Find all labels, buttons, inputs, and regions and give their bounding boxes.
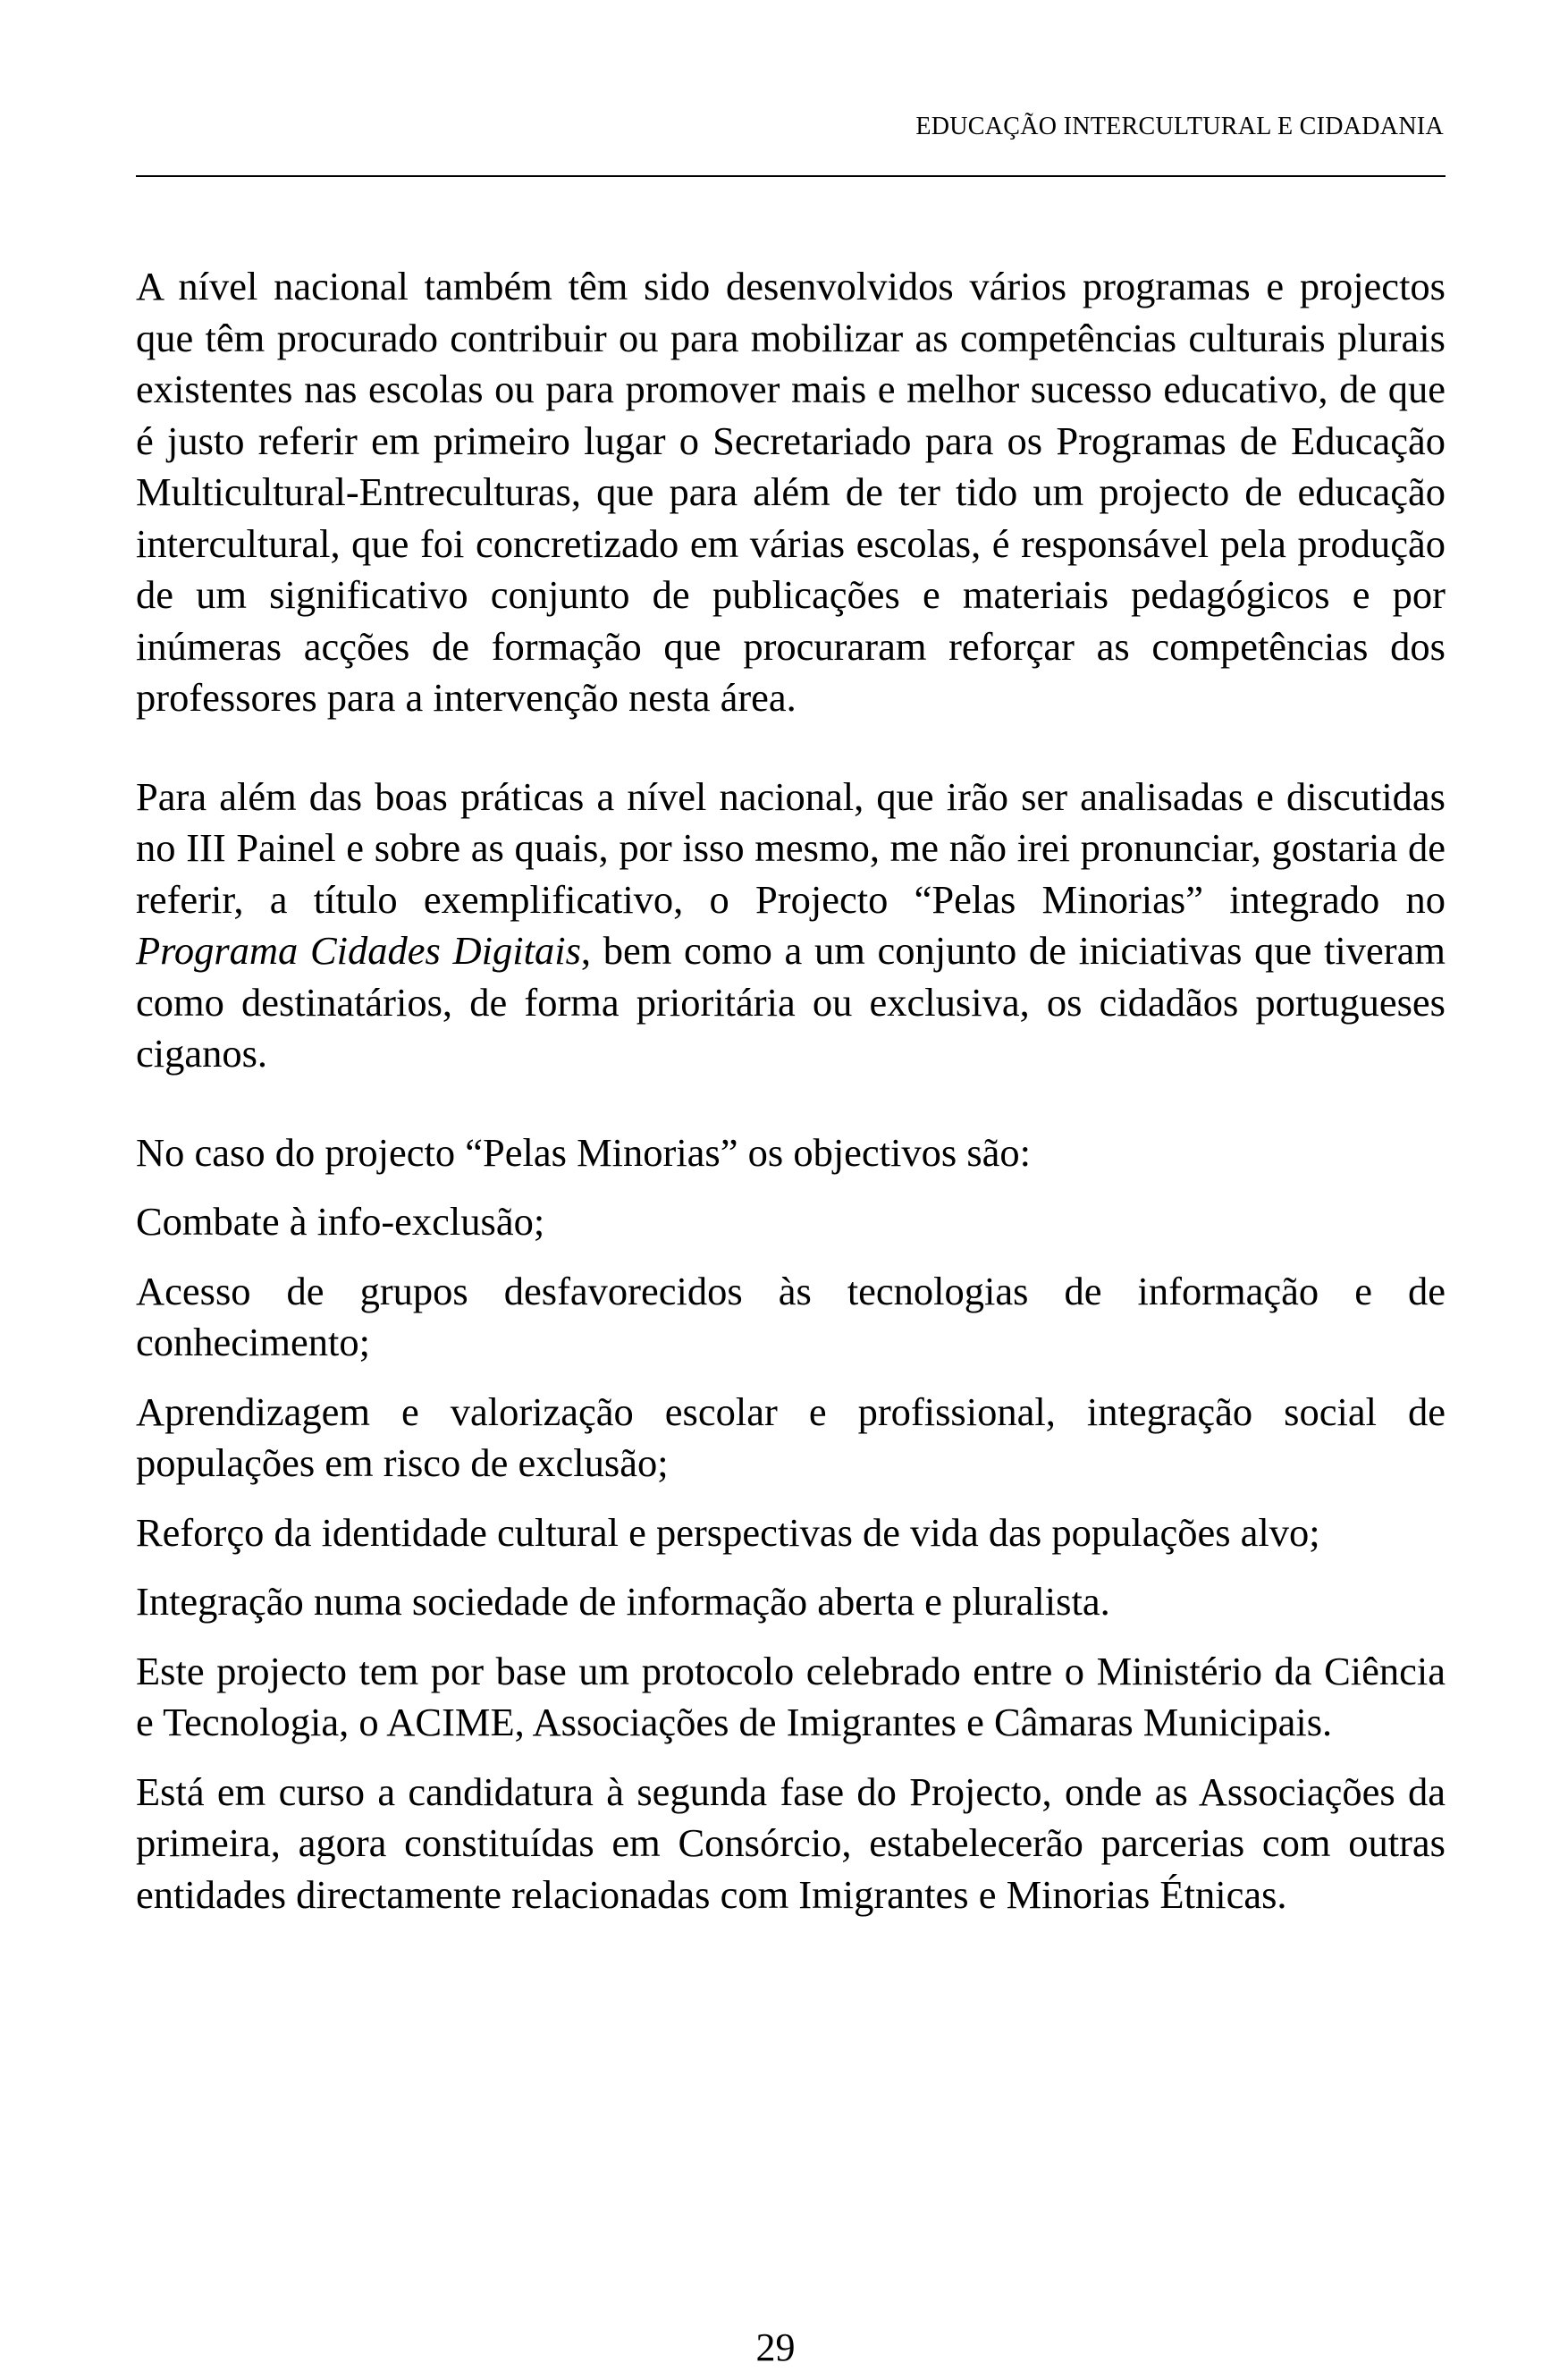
objective-item: Reforço da identidade cultural e perspectivas de vida das populações alvo; <box>136 1509 1320 1555</box>
paragraph-protocol: Este projecto tem por base um protocolo celebrado entre o Ministério da Ciência e Tecnologia, o ACIME, Associações de Imigrantes e Câmaras Municipais. <box>136 1648 1446 1744</box>
objective-item: Acesso de grupos desfavorecidos às tecnologias de informação e de conhecimento; <box>136 1268 1446 1364</box>
paragraph-objectives-intro: No caso do projecto “Pelas Minorias” os objectivos são: <box>136 1129 1032 1175</box>
paragraph-good-practices-text-end: , bem como a um conjunto de iniciativas que tiveram como destinatários, de forma prioritária ou exclusiva, os cidadãos portugueses ciganos. <box>136 928 1446 1076</box>
programa-cidades-digitais-title: Programa Cidades Digitais <box>136 928 581 973</box>
paragraph-second-phase: Está em curso a candidatura à segunda fase do Projecto, onde as Associações da primeira, agora constituídas em Consórcio, estabelecerão parcerias com outras entidades directamente relacionadas com Imigrantes e Minorias Étnicas. <box>136 1768 1446 1917</box>
objective-item: Integração numa sociedade de informação aberta e pluralista. <box>136 1579 1110 1624</box>
objective-item: Combate à info-exclusão; <box>136 1199 545 1244</box>
objective-item: Aprendizagem e valorização escolar e profissional, integração social de populações em risco de exclusão; <box>136 1388 1446 1485</box>
page-number: 29 <box>755 2325 796 2369</box>
paragraph-national-programs: A nível nacional também têm sido desenvolvidos vários programas e projectos que têm procurado contribuir ou para mobilizar as competências culturais plurais existentes nas escolas ou para promover mais e melhor sucesso educativo, de que é justo referir em primeiro lugar o Secretariado para os Programas de Educação Multicultural-Entreculturas, que para além de ter tido um projecto de educação intercultural, que foi concretizado em várias escolas, é responsável pela produção de um significativo conjunto de publicações e materiais pedagógicos e por inúmeras acções de formação que procuraram reforçar as competências dos professores para a intervenção nesta área. <box>136 264 1446 720</box>
running-header: EDUCAÇÃO INTERCULTURAL E CIDADANIA <box>915 113 1444 140</box>
paragraph-good-practices <box>136 772 1446 1080</box>
paragraph-good-practices-text-start: Para além das boas práticas a nível nacional, que irão ser analisadas e discutidas no III Painel e sobre as quais, por isso mesmo, me não irei pronunciar, gostaria de referir, a título exemplificativo, o Projecto “Pelas Minorias” integrado no <box>136 773 1446 922</box>
page-body <box>136 261 1446 1938</box>
header-rule <box>136 175 1446 177</box>
